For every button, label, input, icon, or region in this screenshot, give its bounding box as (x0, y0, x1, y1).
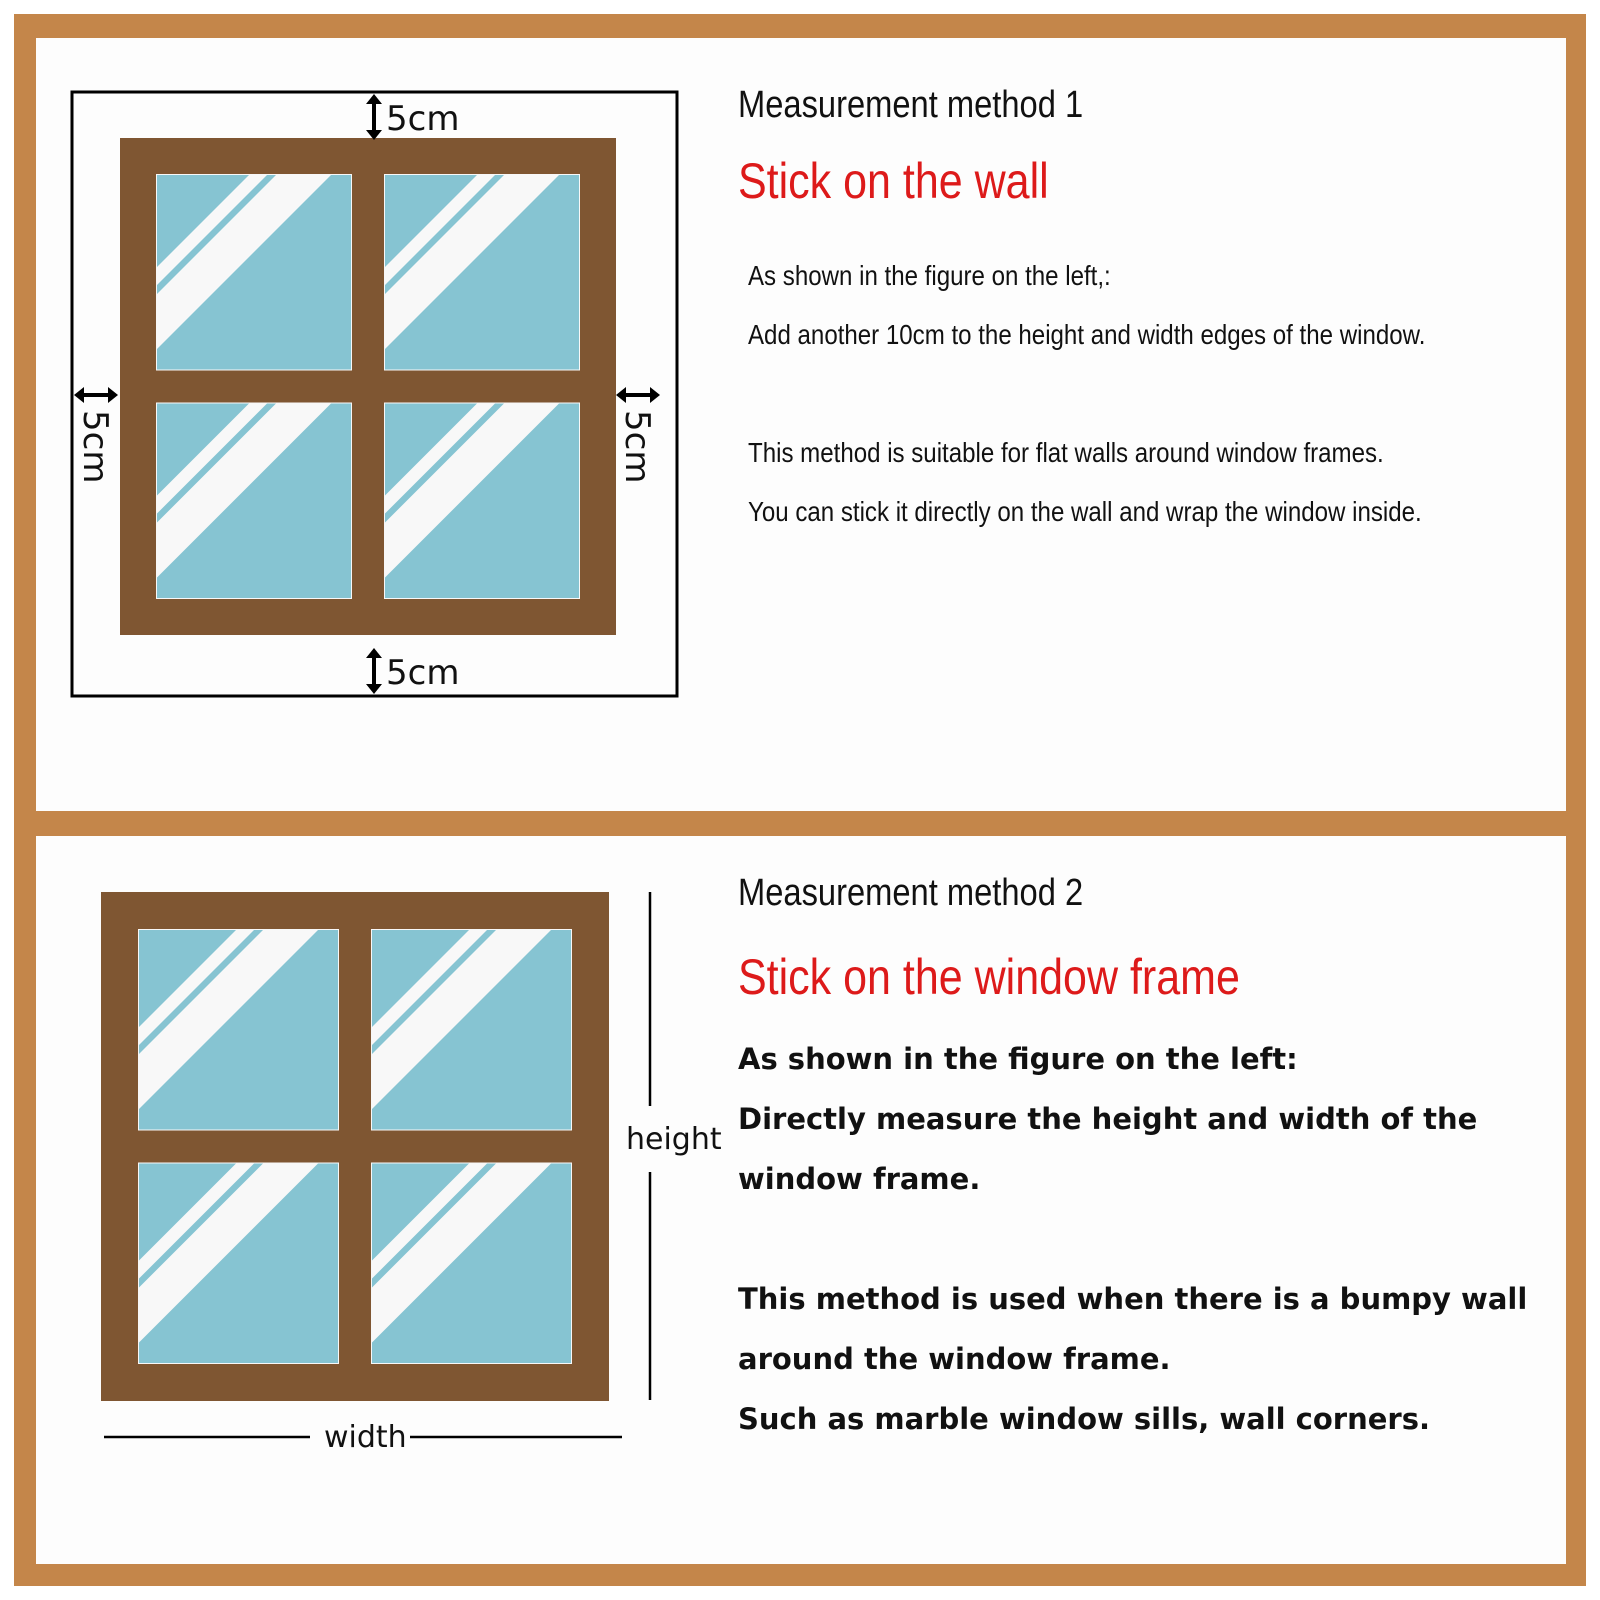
method-1-line-2: Add another 10cm to the height and width edges of the window. (748, 319, 1426, 350)
method-2-line-2: Directly measure the height and width of the (738, 1102, 1478, 1136)
left-margin-label: 5cm (75, 410, 115, 484)
method-2-line-4: This method is used when there is a bumpy wall (738, 1282, 1528, 1316)
right-margin-label: 5cm (617, 410, 657, 484)
double-arrow-icon (366, 648, 382, 694)
panel-divider (14, 811, 1586, 836)
width-label: width (324, 1420, 407, 1455)
border-bottom (14, 1564, 1586, 1586)
method-1-heading: Measurement method 1 (738, 84, 1084, 126)
method-1-title: Stick on the wall (738, 153, 1049, 209)
border-top (14, 14, 1586, 38)
bottom-margin-label: 5cm (386, 653, 460, 693)
method-2-line-3: window frame. (738, 1162, 981, 1196)
method-1-line-1: As shown in the figure on the left,: (748, 260, 1111, 291)
border-right (1566, 14, 1586, 1586)
top-margin-label: 5cm (386, 99, 460, 139)
double-arrow-icon (74, 387, 118, 403)
border-left (14, 14, 36, 1586)
method-1-figure (36, 38, 736, 811)
double-arrow-icon (616, 387, 660, 403)
method-2-title: Stick on the window frame (738, 949, 1240, 1005)
double-arrow-icon (366, 94, 382, 140)
method-1-panel (36, 38, 1566, 811)
method-1-line-4: You can stick it directly on the wall and wrap the window inside. (748, 496, 1422, 527)
method-2-heading: Measurement method 2 (738, 872, 1084, 914)
height-label: height (626, 1122, 722, 1157)
method-2-panel (36, 836, 1566, 1564)
method-2-line-5: around the window frame. (738, 1342, 1171, 1376)
method-2-figure (36, 836, 736, 1564)
method-2-line-1: As shown in the figure on the left: (738, 1042, 1298, 1076)
method-1-line-3: This method is suitable for flat walls around window frames. (748, 437, 1384, 468)
method-2-line-6: Such as marble window sills, wall corners. (738, 1402, 1430, 1436)
